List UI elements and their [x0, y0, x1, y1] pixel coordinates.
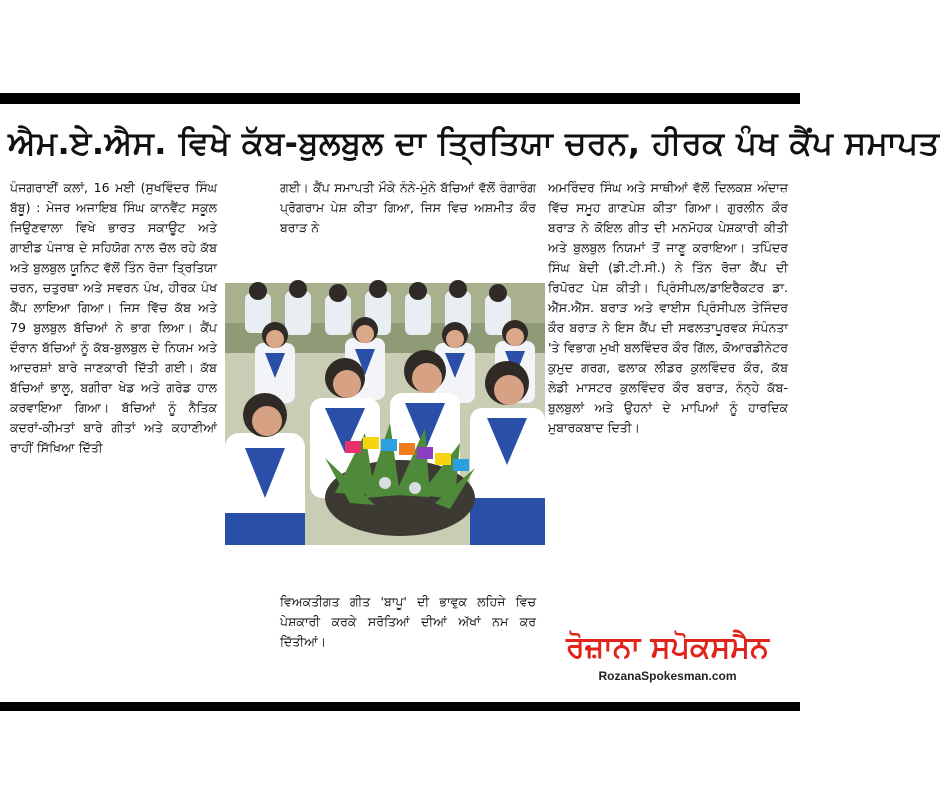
article-column-2-bottom	[280, 592, 536, 652]
newspaper-url: RozanaSpokesman.com	[598, 669, 737, 683]
article-column-3	[548, 178, 788, 618]
newspaper-masthead	[545, 628, 790, 688]
article-column-1	[10, 178, 217, 618]
headline: ਐਮ.ਏ.ਐਸ. ਵਿਖੇ ਕੱਬ-ਬੁਲਬੁਲ ਦਾ ਤ੍ਰਿਤਿਯਾ ਚਰਨ, ਹੀਰਕ ਪੰਖ ਕੈਂਪ ਸਮਾਪਤ	[8, 124, 940, 162]
column-2-bottom-text: ਵਿਅਕਤੀਗਤ ਗੀਤ 'ਬਾਪੂ' ਦੀ ਭਾਵੁਕ ਲਹਿਜੇ ਵਿਚ ਪੇਸ਼ਕਾਰੀ ਕਰਕੇ ਸਰੋਤਿਆਂ ਦੀਆਂ ਅੱਖਾਂ ਨਮ ਕਰ ਦਿੱਤੀਆਂ।	[280, 594, 536, 649]
students-photo-icon	[225, 283, 545, 545]
column-3-text: ਅਮਰਿੰਦਰ ਸਿੰਘ ਅਤੇ ਸਾਥੀਆਂ ਵੱਲੋਂ ਦਿਲਕਸ਼ ਅੰਦਾਜ਼ ਵਿੱਚ ਸਮੂਹ ਗਾਣਪੇਸ਼ ਕੀਤਾ ਗਿਆ। ਗੁਰਲੀਨ ਕੌਰ ਬਰਾੜ ਨੇ ਕੋਇਲ ਗੀਤ ਦੀ ਮਨਮੋਹਕ ਪੇਸ਼ਕਾਰੀ ਕੀਤੀ ਅਤੇ ਬੁਲਬੁਲ ਨਿਯਮਾਂ ਤੋਂ ਜਾਣੂ ਕਰਾਇਆ। ਤਪਿੰਦਰ ਸਿੰਘ ਬੇਦੀ (ਡੀ.ਟੀ.ਸੀ.) ਨੇ ਤਿੰਨ ਰੋਜ਼ਾ ਕੈਂਪ ਦੀ ਰਿਪੋਰਟ ਪੇਸ਼ ਕੀਤੀ। ਪ੍ਰਿੰਸੀਪਲ/ਡਾਇਰੈਕਟਰ ਡਾ. ਐੱਸ.ਐੱਸ. ਬਰਾੜ ਅਤੇ ਵਾਈਸ ਪ੍ਰਿੰਸੀਪਲ ਤੇਜਿੰਦਰ ਕੌਰ ਬਰਾੜ ਨੇ ਇਸ ਕੈਂਪ ਦੀ ਸਫਲਤਾਪੂਰਵਕ ਸੰਪੰਨਤਾ 'ਤੇ ਵਿਭਾਗ ਮੁਖੀ ਬਲਵਿੰਦਰ ਕੌਰ ਗਿੱਲ, ਕੋਆਰਡੀਨੇਟਰ ਕੁਮੁਦ ਗਰਗ, ਫਲਾਕ ਲੀਡਰ ਕੁਲਵਿੰਦਰ ਕੌਰ, ਕੱਬ ਲੇਡੀ ਮਾਸਟਰ ਕੁਲਵਿੰਦਰ ਕੌਰ ਬਰਾੜ, ਨੰਨ੍ਹੇ ਕੱਬ-ਬੁਲਬੁਲਾਂ ਅਤੇ ਉਹਨਾਂ ਦੇ ਮਾਪਿਆਂ ਨੂੰ ਹਾਰਦਿਕ ਮੁਬਾਰਕਬਾਦ ਦਿਤੀ।	[548, 180, 788, 435]
newspaper-logo: ਰੋਜ਼ਾਨਾ ਸਪੋਕਸਮੈਨ	[566, 630, 769, 665]
students-photo	[225, 283, 545, 545]
article-column-2-top	[280, 178, 536, 278]
top-rule	[0, 93, 800, 104]
bottom-rule	[0, 702, 800, 711]
column-2-top-text: ਗਈ। ਕੈਂਪ ਸਮਾਪਤੀ ਮੌਕੇ ਨੰਨੇ-ਮੁੰਨੇ ਬੱਚਿਆਂ ਵੱਲੋਂ ਰੰਗਾਰੰਗ ਪ੍ਰੋਗਰਾਮ ਪੇਸ਼ ਕੀਤਾ ਗਿਆ, ਜਿਸ ਵਿਚ ਅਸ਼ਮੀਤ ਕੌਰ ਬਰਾੜ ਨੇ	[280, 180, 536, 235]
column-1-text: ਪੰਜਗਰਾਈਂ ਕਲਾਂ, 16 ਮਈ (ਸੁਖਵਿੰਦਰ ਸਿੰਘ ਬੱਬੂ) : ਮੇਜਰ ਅਜਾਇਬ ਸਿੰਘ ਕਾਨਵੈਂਟ ਸਕੂਲ ਜਿਉਣਵਾਲਾ ਵਿਖੇ ਭਾਰਤ ਸਕਾਊਟ ਅਤੇ ਗਾਈਡ ਪੰਜਾਬ ਦੇ ਸਹਿਯੋਗ ਨਾਲ ਚੱਲ ਰਹੇ ਕੱਬ ਅਤੇ ਬੁਲਬੁਲ ਯੂਨਿਟ ਵੱਲੋਂ ਤਿੰਨ ਰੋਜ਼ਾ ਤ੍ਰਿਤਿਯਾ ਚਰਨ, ਚਤੁਰਥਾ ਅਤੇ ਸਵਰਨ ਪੰਖ, ਹੀਰਕ ਪੰਖ ਕੈਂਪ ਲਾਇਆ ਗਿਆ। ਜਿਸ ਵਿੱਚ ਕੱਬ ਅਤੇ 79 ਬੁਲਬੁਲ ਬੱਚਿਆਂ ਨੇ ਭਾਗ ਲਿਆ। ਕੈਂਪ ਦੌਰਾਨ ਬੱਚਿਆਂ ਨੂੰ ਕੱਬ-ਬੁਲਬੁਲ ਦੇ ਨਿਯਮ ਅਤੇ ਆਦਰਸ਼ਾਂ ਬਾਰੇ ਜਾਣਕਾਰੀ ਦਿੱਤੀ ਗਈ। ਕੱਬ ਬੱਚਿਆਂ ਭਾਲੂ, ਬਗੀਰਾ ਖੇਡ ਅਤੇ ਗਰੇਡ ਹਾਲ ਕਰਵਾਇਆ ਗਿਆ। ਬੱਚਿਆਂ ਨੂੰ ਨੈਤਿਕ ਕਦਰਾਂ-ਕੀਮਤਾਂ ਬਾਰੇ ਗੀਤਾਂ ਅਤੇ ਕਹਾਣੀਆਂ ਰਾਹੀਂ ਸਿੱਖਿਆ ਦਿੱਤੀ	[10, 180, 217, 455]
